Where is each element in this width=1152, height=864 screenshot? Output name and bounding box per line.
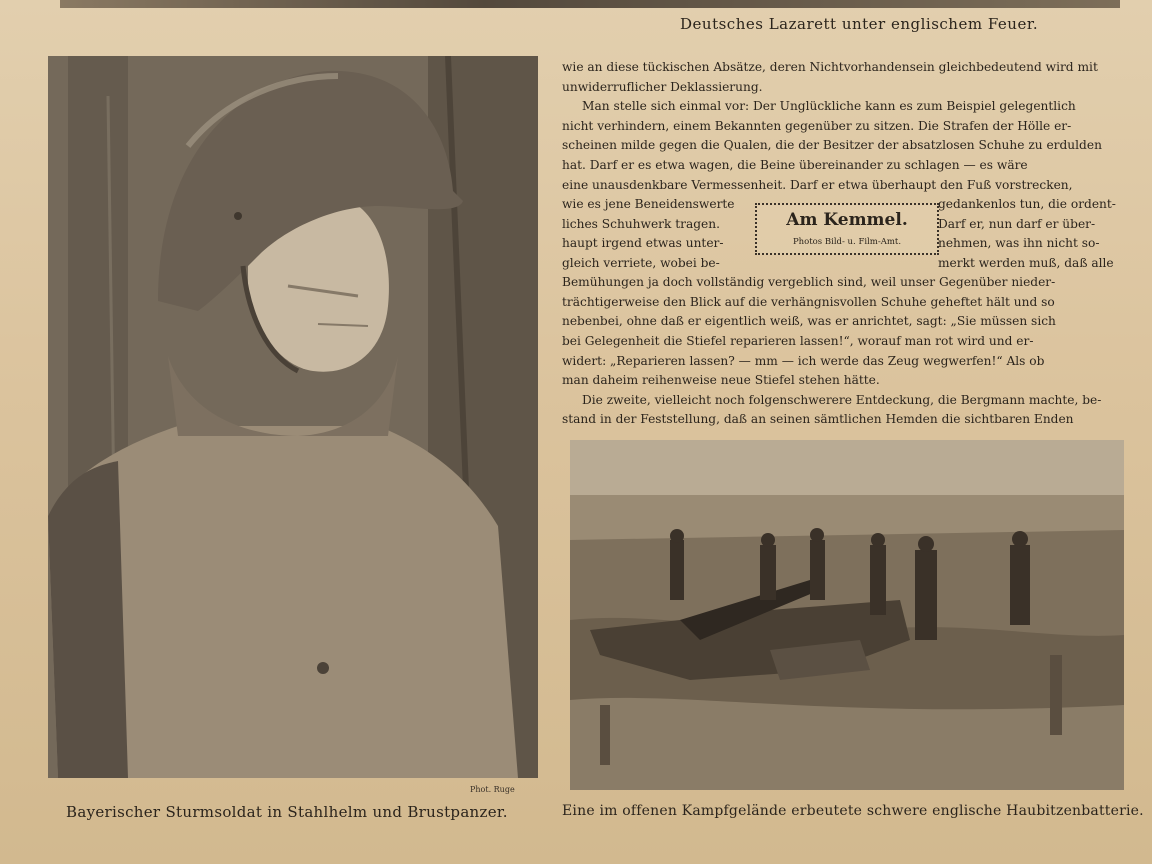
paragraph-1 <box>562 58 1128 97</box>
text-line: hat. Darf er es etwa wagen, die Beine übereinander zu schlagen — es wäre <box>562 157 1028 172</box>
text-line: scheinen milde gegen die Qualen, die der Besitzer der absatzlosen Schuhe zu erdulden <box>562 138 1102 153</box>
text-line: widert: „Reparieren lassen? — mm — ich werde das Zeug wegwerfen!“ Als ob <box>562 353 1045 368</box>
wrap-text-right <box>938 195 1128 273</box>
text-line: nehmen, was ihn nicht so- <box>938 236 1100 251</box>
text-line: bei Gelegenheit die Stiefel reparieren lassen!“, worauf man rot wird und er- <box>562 333 1034 348</box>
text-line: wie an diese tückischen Absätze, deren Nichtvorhandensein gleichbedeutend wird mit <box>562 60 1098 74</box>
wrap-text-left <box>562 195 747 273</box>
inset-subtitle: Photos Bild- u. Film-Amt. <box>792 236 902 247</box>
text-line: Darf er, nun darf er über- <box>938 216 1096 231</box>
photo-credit: Phot. Ruge <box>470 785 515 794</box>
text-line: unwiderruflicher Deklassierung. <box>562 79 763 94</box>
text-line: liches Schuhwerk tragen. <box>562 216 720 231</box>
text-line: Man stelle sich einmal vor: Der Unglückliche kann es zum Beispiel gelegentlich <box>582 99 1076 114</box>
text-line: stand in der Feststellung, daß an seinen sämtlichen Hemden die sichtbaren Enden <box>562 412 1074 427</box>
text-line: man daheim reihenweise neue Stiefel stehen hätte. <box>562 373 880 388</box>
text-line: gedankenlos tun, die ordent- <box>938 197 1116 212</box>
inset-wrap <box>562 195 1128 273</box>
left-photo-caption: Bayerischer Sturmsoldat in Stahlhelm und Brustpanzer. <box>66 803 508 821</box>
text-line: wie es jene Beneidenswerte <box>562 197 735 212</box>
inset-title: Am Kemmel. <box>786 210 908 231</box>
paragraph-3 <box>562 273 1128 391</box>
text-line: Die zweite, vielleicht noch folgenschwerere Entdeckung, die Bergmann machte, be- <box>582 392 1102 407</box>
soldier-photo <box>48 56 538 778</box>
text-line: merkt werden muß, daß alle <box>938 255 1114 270</box>
howitzer-photo <box>570 440 1124 790</box>
paragraph-4 <box>562 391 1128 430</box>
right-photo-caption: Eine im offenen Kampfgelände erbeutete schwere englische Haubitzenbatterie. <box>562 803 1144 819</box>
previous-photo-edge <box>60 0 1120 8</box>
text-line: eine unausdenkbare Vermessenheit. Darf er etwa überhaupt den Fuß vorstrecken, <box>562 177 1073 192</box>
text-line: nebenbei, ohne daß er eigentlich weiß, was er anrichtet, sagt: „Sie müssen sich <box>562 314 1056 329</box>
text-line: trächtigerweise den Blick auf die verhängnisvollen Schuhe geheftet hält und so <box>562 294 1055 309</box>
inset-box <box>755 203 939 255</box>
text-line: gleich verriete, wobei be- <box>562 255 720 270</box>
text-line: haupt irgend etwas unter- <box>562 236 724 251</box>
soldier-photo-illustration <box>48 56 538 778</box>
running-head: Deutsches Lazarett unter englischem Feuer. <box>680 15 1039 33</box>
howitzer-photo-illustration <box>570 440 1124 790</box>
text-line: Bemühungen ja doch vollständig vergeblich sind, weil unser Gegenüber nieder- <box>562 275 1056 290</box>
article-body <box>562 58 1128 430</box>
paragraph-2 <box>562 97 1128 195</box>
text-line: nicht verhindern, einem Bekannten gegenüber zu sitzen. Die Strafen der Hölle er- <box>562 118 1072 133</box>
